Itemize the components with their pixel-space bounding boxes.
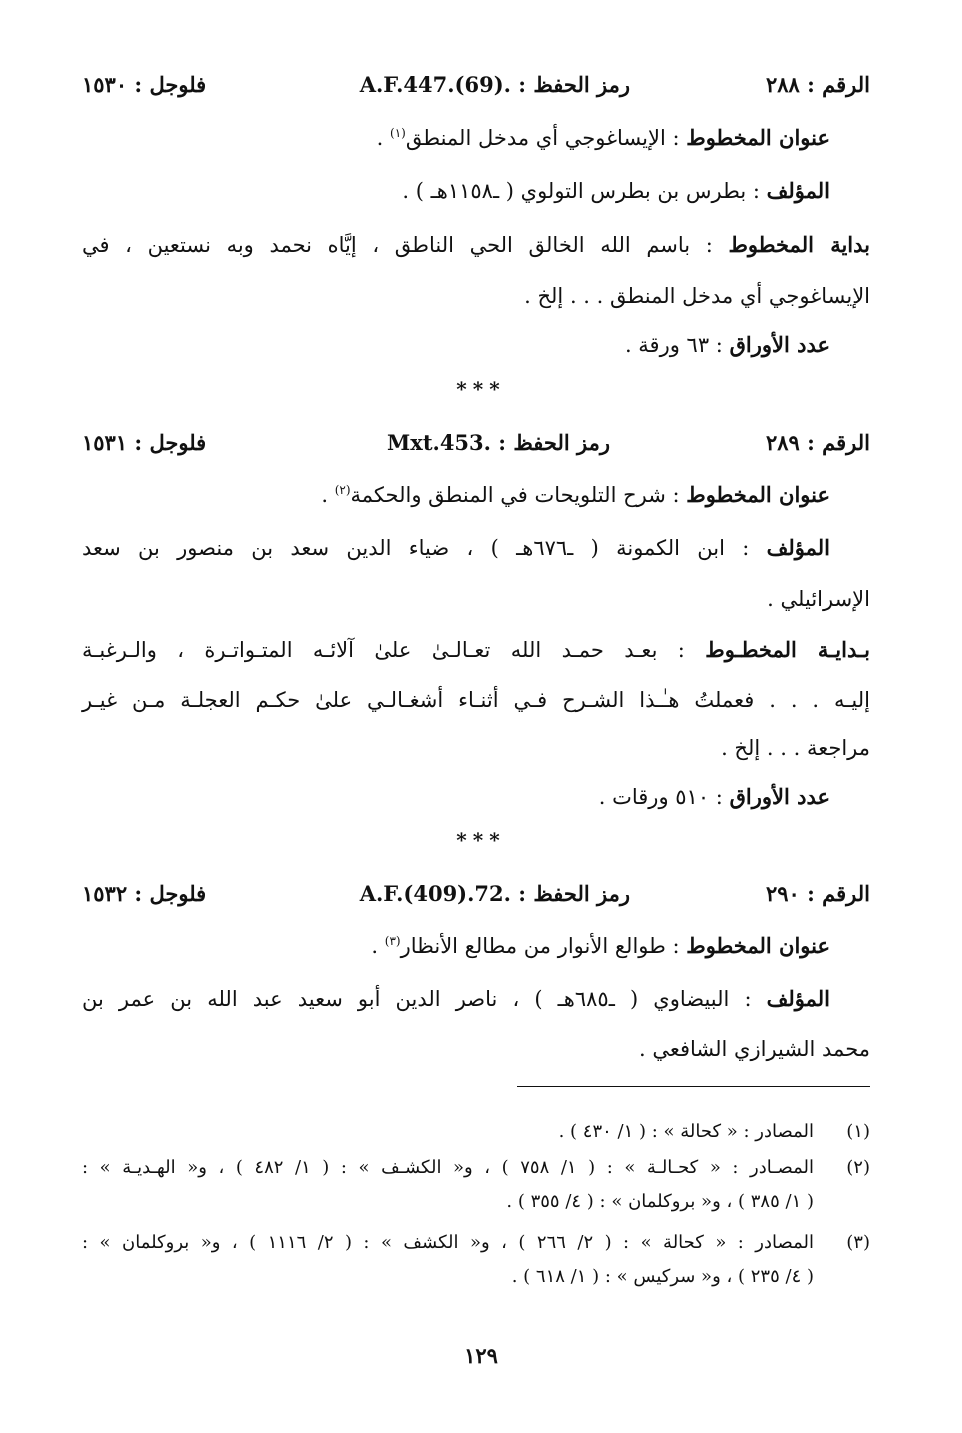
beginning-label: بـدايـة المخطـوط [705, 637, 870, 662]
collection-number: فلوجل : ١٥٣٢ [82, 881, 207, 906]
author-continuation: الإسرائيلي . [767, 587, 870, 611]
footnote-number: (٢) [846, 1157, 870, 1178]
author-text: : ابن الكمونة ( ـ٦٧٦هـ ) ، ضياء الدين سعد بن منصور بن سعد [82, 536, 750, 560]
leaves-count [625, 332, 830, 358]
collection-number: فلوجل : ١٥٣١ [82, 430, 207, 455]
author-continuation: محمد الشيرازي الشافعي . [638, 1037, 870, 1061]
entry-number: الرقم : ٢٨٩ [765, 430, 870, 455]
footnote-text: ( ١/ ٣٨٥ ) ، و« بروكلمان » : ( ٤/ ٣٥٥ ) . [506, 1191, 814, 1212]
beginning-text: : بعـد حمـد الله تعـالـىٰ علىٰ آلائـه المتـواتـرة ، والـرغبـة [82, 638, 685, 662]
footnote-text: المصـادر : « كحـالـة » : ( ١/ ٧٥٨ ) ، و« الكشـف » : ( ١/ ٤٨٢ ) ، و« الهـديـة » : [82, 1157, 814, 1178]
footnote-divider [517, 1086, 870, 1087]
author-label: المؤلف [766, 178, 830, 203]
author-text: : بطرس بن بطرس التولوي ( ـ١١٥٨هـ ) . [402, 179, 760, 203]
beginning-continuation: مراجعة . . . إلخ . [721, 736, 870, 760]
title-text: : شرح التلويحات في المنطق والحكمة [350, 483, 680, 507]
leaves-text: : ٥١٠ ورقات . [598, 785, 723, 809]
manuscript-title: عنوان المخطوط : شرح التلويحات في المنطق والحكمة$^{(٢)}$ . [321, 482, 830, 507]
beginning-text: : باسم الله الخالق الحي الناطق ، إيَّاه نحمد وبه نستعين ، في [82, 233, 713, 257]
section-separator: *** [456, 828, 506, 852]
beginning-continuation: إليـه . . . فعملتُ هـٰـذا الشـرح فـي أثنـاء أشغـالـي علىٰ حكـم العجلـة مـن غيـر [82, 688, 870, 712]
shelfmark: رمز الحفظ : .Mxt.453 [387, 430, 610, 455]
title-text: : طوالع الأنوار من مطالع الأنظار [400, 934, 680, 958]
footnote-ref: (١) [390, 126, 406, 140]
title-text: : الإيساغوجي أي مدخل المنطق [405, 126, 680, 150]
page-number: ١٢٩ [464, 1343, 498, 1368]
footnote-number: (٣) [846, 1232, 870, 1253]
shelfmark: رمز الحفظ : .A.F.(409).72 [359, 881, 630, 906]
manuscript-author [82, 535, 830, 561]
footnote-text: ( ٤/ ٢٣٥ ) ، و« سركيس » : ( ١/ ٦١٨ ) . [511, 1266, 814, 1287]
title-label: عنوان المخطوط [686, 125, 830, 150]
manuscript-beginning [82, 232, 870, 258]
footnote-ref: (٣) [384, 934, 401, 948]
beginning-continuation: الإيساغوجي أي مدخل المنطق . . . إلخ . [524, 284, 870, 308]
manuscript-author [402, 178, 830, 204]
shelfmark: رمز الحفظ : .A.F.447.(69) [359, 72, 630, 97]
leaves-label: عدد الأوراق [729, 784, 830, 809]
author-label: المؤلف [766, 986, 830, 1011]
collection-number: فلوجل : ١٥٣٠ [82, 72, 207, 97]
beginning-label: بداية المخطوط [728, 232, 870, 257]
author-text: : البيضاوي ( ـ٦٨٥هـ ) ، ناصر الدين أبو سعيد عبد الله بن عمر بن [82, 987, 752, 1011]
leaves-label: عدد الأوراق [729, 332, 830, 357]
section-separator: *** [456, 377, 506, 401]
leaves-text: : ٦٣ ورقة . [624, 333, 723, 357]
footnote-text: المصادر : « كحالة » : ( ٢/ ٢٦٦ ) ، و« الكشف » : ( ٢/ ١١١٦ ) ، و« بروكلمان » : [82, 1232, 814, 1253]
manuscript-title: عنوان المخطوط : طوالع الأنوار من مطالع الأنظار$^{(٣)}$ . [371, 933, 830, 958]
footnote-number: (١) [846, 1121, 870, 1142]
author-label: المؤلف [766, 535, 830, 560]
footnote-ref: (٢) [334, 483, 351, 497]
manuscript-author [82, 986, 830, 1012]
manuscript-title: عنوان المخطوط : الإيساغوجي أي مدخل المنطق$^{(١)}$ . [376, 125, 830, 150]
leaves-count [599, 784, 830, 810]
manuscript-beginning [82, 637, 870, 663]
entry-number: الرقم : ٢٩٠ [765, 881, 870, 906]
footnote-text: المصادر : « كحالة » : ( ١/ ٤٣٠ ) . [558, 1121, 814, 1142]
title-label: عنوان المخطوط [686, 933, 830, 958]
entry-number: الرقم : ٢٨٨ [765, 72, 870, 97]
title-label: عنوان المخطوط [686, 482, 830, 507]
